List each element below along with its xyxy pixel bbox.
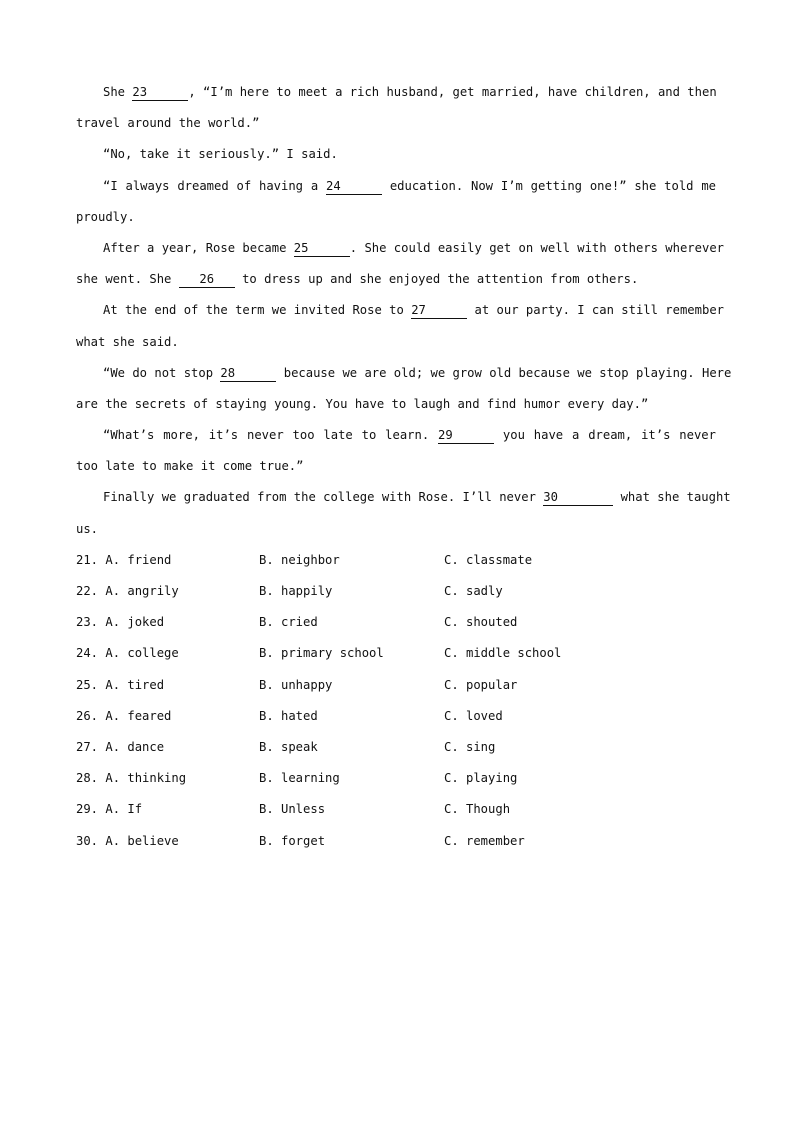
passage-text: are the secrets of staying young. You have to laugh and find humor every day.” — [76, 396, 649, 411]
option-c: C. sadly — [444, 584, 503, 598]
option-b: B. forget — [259, 833, 326, 848]
option-a: 23. A. joked — [76, 615, 165, 630]
passage-line — [76, 236, 724, 267]
blank-27: 27 — [411, 302, 467, 319]
passage-text: “I always dreamed of having a — [103, 178, 326, 193]
passage-text: too late to make it come true.” — [76, 459, 304, 474]
option-b: B. learning — [259, 771, 340, 786]
option-b: B. hated — [259, 708, 318, 723]
passage-line — [76, 485, 731, 516]
passage-text: what she said. — [76, 334, 179, 349]
option-c: C. shouted — [444, 615, 518, 630]
passage-text: what she taught — [613, 490, 731, 505]
option-c: C. loved — [444, 708, 503, 723]
blank-23: 23 — [132, 84, 188, 101]
option-c: C. popular — [444, 677, 518, 692]
blank-24: 24 — [326, 178, 382, 195]
document-page — [76, 80, 732, 860]
option-a: 21. A. friend — [76, 552, 172, 567]
passage-line — [76, 454, 716, 485]
option-a: 26. A. feared — [76, 708, 172, 723]
option-c: C. classmate — [444, 552, 533, 567]
passage-text: “No, take it seriously.” I said. — [103, 147, 338, 162]
option-b: B. cried — [259, 615, 318, 630]
option-c: C. sing — [444, 739, 496, 754]
passage-line — [76, 392, 716, 423]
option-c: C. playing — [444, 771, 518, 786]
blank-30: 30 — [543, 489, 613, 506]
blank-28: 28 — [220, 365, 276, 382]
question-row — [76, 548, 716, 579]
option-c: C. middle school — [444, 646, 562, 661]
passage-text: She — [103, 85, 133, 99]
question-row — [76, 797, 716, 828]
passage-text: After a year, Rose became — [103, 240, 294, 255]
blank-25: 25 — [294, 240, 350, 257]
question-row — [76, 735, 716, 766]
passage-text: to dress up and she enjoyed the attention from others. — [234, 272, 639, 287]
question-row — [76, 610, 716, 641]
passage-text: education. Now I’m getting one!” she told me — [382, 178, 717, 193]
option-a: 30. A. believe — [76, 833, 179, 848]
answer-options — [76, 548, 716, 860]
passage-line — [76, 517, 716, 548]
passage-line — [76, 111, 716, 142]
blank-26: 26 — [179, 271, 235, 288]
question-row — [76, 579, 716, 610]
passage-text: “What’s more, it’s never too late to learn. — [103, 428, 439, 443]
option-a: 27. A. dance — [76, 739, 165, 754]
passage-text: At the end of the term we invited Rose to — [103, 303, 412, 318]
passage-line — [76, 80, 716, 111]
passage-line — [76, 361, 732, 392]
option-b: B. unhappy — [259, 677, 333, 692]
passage-text: “We do not stop — [103, 365, 221, 380]
option-b: B. primary school — [259, 646, 384, 661]
option-b: B. neighbor — [259, 552, 340, 567]
option-a: 22. A. angrily — [76, 584, 179, 598]
passage-text: travel around the world.” — [76, 116, 260, 131]
question-row — [76, 704, 716, 735]
question-row — [76, 673, 716, 704]
passage-line — [76, 423, 716, 454]
passage-text: you have a dream, it’s never — [494, 428, 716, 443]
passage-text: proudly. — [76, 209, 135, 224]
passage-line — [76, 298, 724, 329]
question-row — [76, 641, 716, 672]
option-c: C. remember — [444, 833, 525, 848]
passage-line — [76, 174, 716, 205]
passage-text: at our party. I can still remember — [467, 303, 724, 318]
option-b: B. speak — [259, 739, 318, 754]
passage-line — [76, 330, 716, 361]
passage-line — [76, 267, 716, 298]
option-b: B. Unless — [259, 802, 326, 817]
option-a: 24. A. college — [76, 646, 179, 661]
passage-line — [76, 142, 716, 173]
passage-text: because we are old; we grow old because we stop playing. Here — [276, 365, 732, 380]
option-b: B. happily — [259, 584, 333, 598]
option-a: 29. A. If — [76, 802, 143, 817]
option-a: 28. A. thinking — [76, 771, 187, 786]
passage-text: Finally we graduated from the college with Rose. I’ll never — [103, 490, 544, 505]
question-row — [76, 766, 716, 797]
passage-text: us. — [76, 521, 99, 536]
question-row — [76, 829, 716, 860]
passage-text: she went. She — [76, 272, 179, 287]
passage-text: . She could easily get on well with others wherever — [349, 240, 724, 255]
blank-29: 29 — [438, 427, 494, 444]
passage-text: , “I’m here to meet a rich husband, get married, have children, and then — [188, 85, 717, 99]
option-a: 25. A. tired — [76, 677, 165, 692]
passage-line — [76, 205, 716, 236]
option-c: C. Though — [444, 802, 511, 817]
